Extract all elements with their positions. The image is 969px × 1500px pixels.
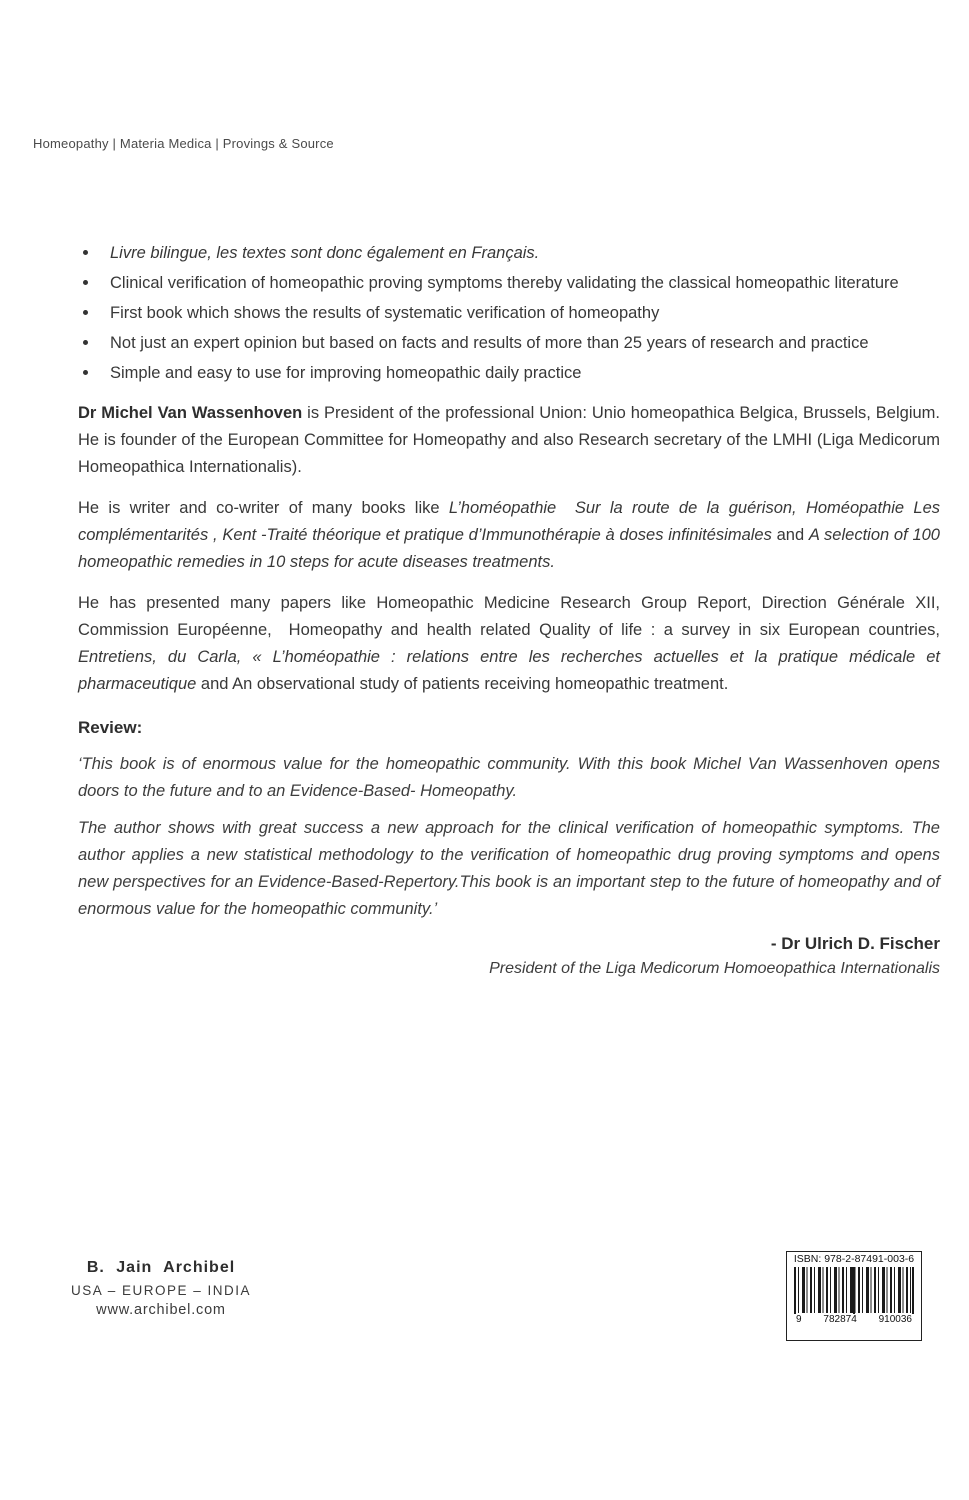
author-papers-paragraph	[78, 590, 940, 698]
publisher-website: www.archibel.com	[96, 1302, 226, 1318]
publisher-regions: USA – EUROPE – INDIA	[70, 1283, 252, 1298]
barcode-digit-group-2: 910036	[878, 1314, 912, 1325]
highlight-item	[78, 360, 940, 386]
publisher-name: B. Jain Archibel	[86, 1259, 236, 1276]
review-quote-2: The author shows with great success a new approach for the clinical verification of homeopathic symptoms. The author applies a new statistical methodology to the verification of homeopathic drug proving symptoms and opens new perspectives for an Evidence-Based-Repertory.This book is an important step to the future of homeopathy and of enormous value for the homeopathic community.’	[78, 819, 940, 918]
papers-outro-text: and An observational study of patients receiving homeopathic treatment.	[196, 675, 729, 693]
isbn-label: ISBN: 978-2-87491-003-6	[793, 1253, 915, 1265]
book-title-english: A selection of 100 homeopathic remedies in 10 steps for acute diseases treatments.	[78, 526, 940, 571]
bullet-icon	[83, 310, 88, 315]
barcode-digit-lead: 9	[796, 1314, 802, 1325]
back-cover-content	[78, 240, 940, 981]
author-books-paragraph	[78, 495, 940, 576]
author-name: Dr Michel Van Wassenhoven	[78, 404, 303, 422]
isbn-barcode	[786, 1251, 922, 1341]
barcode-digit-group-1: 782874	[823, 1314, 857, 1325]
review-heading: Review:	[78, 718, 143, 737]
barcode-digits	[794, 1313, 914, 1325]
reviewer-signature	[78, 931, 940, 981]
highlight-item	[78, 300, 940, 326]
highlight-text: Livre bilingue, les textes sont donc également en Français.	[110, 244, 540, 262]
bullet-icon	[83, 250, 88, 255]
book-titles-french: L’homéopathie Sur la route de la guérison, Homéopathie Les complémentarités , Kent -Traité théorique et pratique d’Immunothérapie à doses infinitésimales	[78, 499, 941, 544]
highlight-item	[78, 330, 940, 356]
bullet-icon	[83, 370, 88, 375]
highlight-text: Simple and easy to use for improving homeopathic daily practice	[110, 364, 582, 382]
highlight-text: Clinical verification of homeopathic proving symptoms thereby validating the classical homeopathic literature	[110, 274, 899, 292]
highlight-item	[78, 270, 940, 296]
highlight-text: First book which shows the results of systematic verification of homeopathy	[110, 304, 660, 322]
bullet-icon	[83, 280, 88, 285]
reviewer-name: - Dr Ulrich D. Fischer	[770, 934, 940, 953]
paper-titles-french: Entretiens, du Carla, « L’homéopathie : relations entre les recherches actuelles et la pratique médicale et pharmaceutique	[78, 648, 940, 693]
author-bio-text: is President of the professional Union: Unio homeopathica Belgica, Brussels, Belgium. He is founder of the European Committee for Homeopathy and also Research secretary of the LMHI (Liga Medicorum Homeopathica Internationalis).	[78, 404, 940, 476]
highlights-list	[78, 240, 940, 386]
highlight-item	[78, 240, 940, 266]
papers-intro-text: He has presented many papers like Homeopathic Medicine Research Group Report, Direction Générale XII, Commission Européenne, Homeopathy and health related Quality of life : a survey in six European countries,	[78, 594, 940, 639]
barcode-bars-icon	[794, 1267, 914, 1313]
books-conjunction: and	[771, 526, 809, 544]
category-header: Homeopathy | Materia Medica | Provings & Source	[33, 136, 334, 151]
publisher-block	[66, 1259, 256, 1318]
bullet-icon	[83, 340, 88, 345]
books-intro-text: He is writer and co-writer of many books like	[78, 499, 449, 517]
highlight-text: Not just an expert opinion but based on facts and results of more than 25 years of research and practice	[110, 334, 869, 352]
review-quote-1: ‘This book is of enormous value for the homeopathic community. With this book Michel Van Wassenhoven opens doors to the future and to an Evidence-Based- Homeopathy.	[78, 755, 940, 800]
reviewer-title: President of the Liga Medicorum Homoeopathica Internationalis	[489, 960, 940, 977]
author-bio-paragraph	[78, 400, 940, 481]
